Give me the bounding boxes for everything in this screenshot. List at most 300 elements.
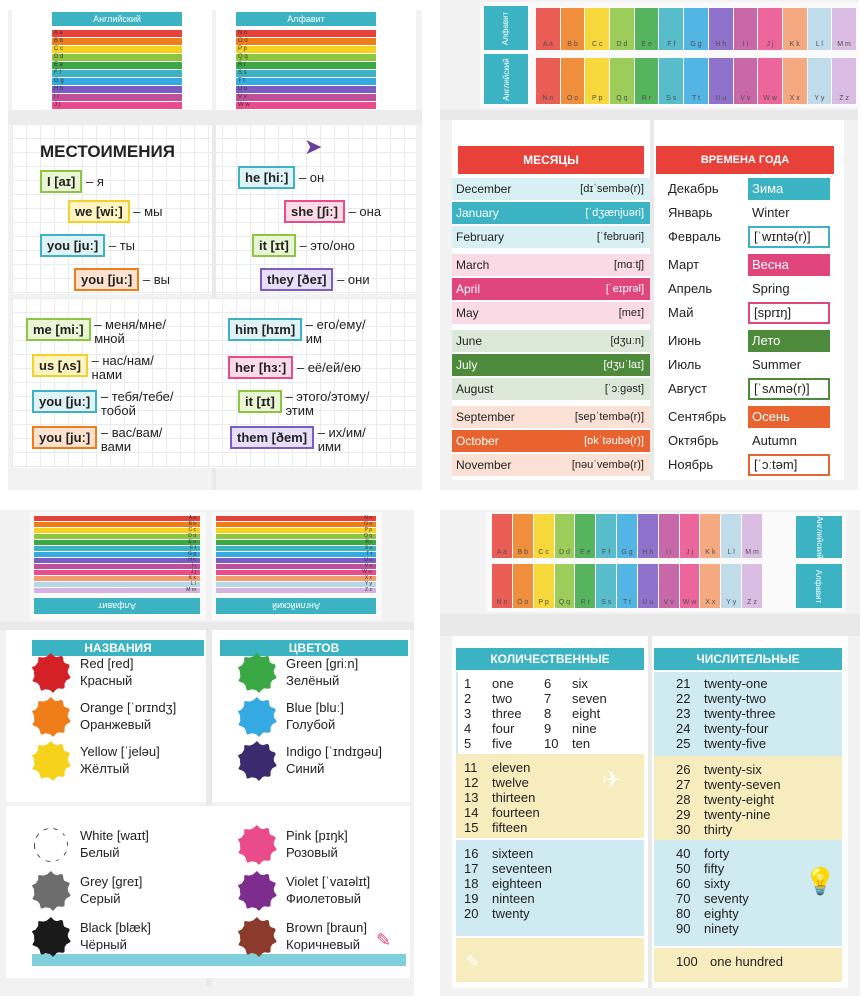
letter: K k bbox=[705, 549, 716, 556]
letter: O o bbox=[566, 95, 579, 102]
numbers-1-5 bbox=[464, 676, 522, 751]
number-row bbox=[676, 906, 749, 921]
letter: I i bbox=[192, 563, 196, 569]
number-word: seven bbox=[572, 691, 607, 706]
color-russian: Красный bbox=[80, 673, 133, 688]
alphabet-strip-column bbox=[734, 8, 758, 50]
alphabet-strip-row bbox=[52, 38, 182, 45]
number-row bbox=[676, 792, 781, 807]
alphabet-strip-column bbox=[617, 564, 637, 608]
pronoun-row: we [wiː] – мы bbox=[68, 200, 162, 223]
color-russian: Фиолетовый bbox=[286, 891, 362, 906]
letter: Y y bbox=[364, 581, 372, 587]
number-word: eight bbox=[572, 706, 601, 721]
month-russian: Сентябрь bbox=[668, 409, 727, 424]
letter: J j bbox=[686, 549, 694, 556]
color-blot bbox=[34, 656, 68, 690]
alphabet-strip-row bbox=[52, 30, 182, 37]
letter: Q q bbox=[616, 95, 628, 102]
alphabet-strip-row bbox=[34, 552, 200, 557]
alphabet-strip-row bbox=[236, 46, 376, 53]
pronoun-row: I [aɪ] – я bbox=[40, 170, 104, 193]
pronoun-row: he [hiː] – он bbox=[238, 166, 324, 189]
alphabet-strip-column bbox=[700, 514, 720, 558]
number-digit: 6 bbox=[544, 676, 552, 691]
month-transcription: [dʒuːn] bbox=[610, 335, 644, 347]
letter: I i bbox=[665, 549, 672, 556]
letter: X x bbox=[705, 599, 716, 606]
seasons-title: ВРЕМЕНА ГОДА bbox=[656, 146, 834, 174]
letter: P p bbox=[592, 95, 603, 102]
number-row bbox=[676, 954, 783, 969]
footer-bar bbox=[32, 954, 406, 966]
number-row bbox=[676, 691, 776, 706]
letter: O o bbox=[517, 599, 529, 606]
number-row bbox=[676, 861, 749, 876]
alphabet-strip-column bbox=[742, 514, 762, 558]
alphabet-bottom-title-left: Алфавит bbox=[34, 598, 200, 614]
number-row bbox=[676, 676, 776, 691]
number-word: twenty-three bbox=[704, 706, 776, 721]
alphabet-strip-column bbox=[808, 8, 832, 50]
alphabet-side-face bbox=[480, 2, 858, 108]
number-row bbox=[464, 721, 522, 736]
number-row bbox=[464, 891, 552, 906]
alphabet-strip-row bbox=[52, 62, 182, 69]
colors-title-left: НАЗВАНИЯ bbox=[32, 640, 204, 656]
number-digit: 90 bbox=[676, 921, 691, 936]
letter: F f bbox=[667, 41, 676, 48]
letter: E e bbox=[641, 41, 652, 48]
color-english: Violet [ˈvaɪəlɪt] bbox=[286, 874, 371, 889]
pronoun-row: him [hɪm] – его/ему/ им bbox=[228, 318, 366, 346]
month-row bbox=[452, 278, 650, 300]
alphabet-strip-column bbox=[832, 8, 856, 50]
number-row bbox=[544, 736, 607, 751]
alphabet-strip bbox=[34, 516, 200, 592]
numerals-title-right: ЧИСЛИТЕЛЬНЫЕ bbox=[654, 648, 842, 670]
pronoun-row: you [juː] – вы bbox=[74, 268, 170, 291]
pronoun-row: them [ðem] – их/им/ ими bbox=[230, 426, 366, 454]
lightbulb-icon: 💡 bbox=[804, 866, 837, 896]
color-russian: Жёлтый bbox=[80, 761, 130, 776]
number-word: three bbox=[492, 706, 522, 721]
number-digit: 60 bbox=[676, 876, 691, 891]
side-label-english: Английский bbox=[484, 54, 528, 104]
alphabet-strip-row bbox=[216, 522, 376, 527]
number-digit: 19 bbox=[464, 891, 479, 906]
number-word: twenty-six bbox=[704, 762, 762, 777]
season-russian: Осень bbox=[748, 406, 830, 428]
alphabet-strip bbox=[536, 8, 856, 50]
letter: L l bbox=[727, 549, 735, 556]
color-english: Pink [pɪŋk] bbox=[286, 828, 348, 843]
alphabet-top-face-right bbox=[212, 512, 382, 620]
letter: A a bbox=[54, 30, 63, 36]
letter: H h bbox=[188, 557, 196, 563]
numbers-40-90 bbox=[676, 846, 749, 936]
month-english: June bbox=[456, 334, 483, 348]
alphabet-strip-row bbox=[52, 94, 182, 101]
alphabet-strip-row bbox=[216, 570, 376, 575]
month-russian: Июль bbox=[668, 357, 702, 372]
letter: A a bbox=[496, 549, 507, 556]
alphabet-strip-row bbox=[216, 534, 376, 539]
number-word: twelve bbox=[492, 775, 529, 790]
color-russian: Белый bbox=[80, 845, 120, 860]
number-digit: 50 bbox=[676, 861, 691, 876]
month-row bbox=[452, 226, 650, 248]
number-word: twenty-five bbox=[704, 736, 767, 751]
number-row bbox=[676, 807, 781, 822]
letter: W w bbox=[362, 569, 372, 575]
number-word: nine bbox=[572, 721, 597, 736]
number-row bbox=[464, 775, 540, 790]
month-russian: Декабрь bbox=[668, 181, 719, 196]
number-row bbox=[544, 706, 607, 721]
number-word: one hundred bbox=[710, 954, 784, 969]
season-russian: Весна bbox=[748, 254, 830, 276]
alphabet-strip-row bbox=[236, 54, 376, 61]
month-english: November bbox=[456, 458, 512, 472]
alphabet-strip bbox=[492, 564, 762, 608]
month-russian: Август bbox=[668, 381, 708, 396]
alphabet-strip-column bbox=[561, 58, 585, 104]
alphabet-strip-column bbox=[758, 8, 782, 50]
side-label-alphabet: Алфавит bbox=[796, 564, 842, 608]
pronoun-row: it [ɪt] – этого/этому/ этим bbox=[238, 390, 370, 418]
letter: R r bbox=[365, 539, 372, 545]
number-word: seventeen bbox=[492, 861, 552, 876]
alphabet-strip-row bbox=[236, 62, 376, 69]
alphabet-strip-column bbox=[684, 8, 708, 50]
letter: O o bbox=[363, 521, 372, 527]
number-row bbox=[676, 777, 781, 792]
letter: Z z bbox=[747, 599, 757, 606]
alphabet-strip-row bbox=[52, 70, 182, 77]
number-row bbox=[464, 820, 540, 835]
letter: N n bbox=[496, 599, 508, 606]
number-word: twenty-nine bbox=[704, 807, 771, 822]
season-russian: Лето bbox=[748, 330, 830, 352]
number-row bbox=[676, 891, 749, 906]
number-word: ninety bbox=[704, 921, 739, 936]
number-digit: 29 bbox=[676, 807, 691, 822]
number-word: twenty-eight bbox=[704, 792, 775, 807]
number-digit: 20 bbox=[464, 906, 479, 921]
season-transcription: [sprɪŋ] bbox=[748, 302, 830, 324]
month-row bbox=[452, 406, 650, 428]
alphabet-strip-row bbox=[216, 528, 376, 533]
letter: R r bbox=[641, 95, 652, 102]
alphabet-side-face bbox=[486, 512, 846, 612]
color-russian: Голубой bbox=[286, 717, 336, 732]
month-russian: Октябрь bbox=[668, 433, 719, 448]
number-word: five bbox=[492, 736, 513, 751]
alphabet-strip-column bbox=[596, 564, 616, 608]
letter: D d bbox=[54, 54, 64, 60]
alphabet-strip-row bbox=[34, 582, 200, 587]
number-word: ten bbox=[572, 736, 591, 751]
paper-plane-icon: ✈ bbox=[602, 767, 623, 794]
letter: U u bbox=[715, 95, 727, 102]
letter: S s bbox=[238, 70, 247, 76]
month-english: October bbox=[456, 434, 499, 448]
alphabet-strip-row bbox=[236, 86, 376, 93]
month-english: September bbox=[456, 410, 515, 424]
color-english: Red [red] bbox=[80, 656, 134, 671]
alphabet-strip-column bbox=[680, 514, 700, 558]
alphabet-strip-column bbox=[536, 58, 560, 104]
letter: A a bbox=[188, 515, 196, 521]
alphabet-strip-column bbox=[808, 58, 832, 104]
letter: W w bbox=[238, 102, 250, 108]
number-row bbox=[464, 906, 552, 921]
letter: U u bbox=[642, 599, 654, 606]
number-row bbox=[676, 736, 776, 751]
number-digit: 4 bbox=[464, 721, 472, 736]
month-transcription: [meɪ] bbox=[618, 307, 644, 319]
season-transcription: [ˈwɪntə(r)] bbox=[748, 226, 830, 248]
month-russian: Январь bbox=[668, 205, 713, 220]
alphabet-strip-column bbox=[596, 514, 616, 558]
month-transcription: [dɪˈsembə(r)] bbox=[580, 183, 644, 195]
letter: L l bbox=[190, 581, 196, 587]
color-blot bbox=[240, 920, 274, 954]
alphabet-strip-row bbox=[216, 582, 376, 587]
month-row bbox=[452, 354, 650, 376]
number-word: thirteen bbox=[492, 790, 536, 805]
season-transcription: [ˈsʌmə(r)] bbox=[748, 378, 830, 400]
color-blot bbox=[240, 874, 274, 908]
letter: I i bbox=[742, 41, 749, 48]
number-word: twenty-seven bbox=[704, 777, 781, 792]
alphabet-strip-row bbox=[34, 558, 200, 563]
pronouns-object-face bbox=[12, 298, 416, 468]
number-digit: 3 bbox=[464, 706, 472, 721]
color-english: Black [blæk] bbox=[80, 920, 151, 935]
alphabet-strip-row bbox=[236, 94, 376, 101]
color-english: Indigo [ˈɪndɪgəu] bbox=[286, 744, 382, 759]
color-blot bbox=[34, 874, 68, 908]
number-digit: 22 bbox=[676, 691, 691, 706]
number-digit: 25 bbox=[676, 736, 691, 751]
numerals-title-left: КОЛИЧЕСТВЕННЫЕ bbox=[456, 648, 644, 670]
cube-numerals bbox=[440, 510, 860, 996]
number-word: fifteen bbox=[492, 820, 528, 835]
alphabet-strip-column bbox=[659, 564, 679, 608]
letter: M m bbox=[837, 41, 851, 48]
alphabet-strip-column bbox=[758, 58, 782, 104]
alphabet-top-face-left bbox=[30, 512, 206, 620]
number-word: thirty bbox=[704, 822, 733, 837]
letter: R r bbox=[238, 62, 246, 68]
number-word: eighteen bbox=[492, 876, 542, 891]
month-transcription: [mɑːtʃ] bbox=[614, 259, 644, 271]
number-digit: 16 bbox=[464, 846, 479, 861]
letter: O o bbox=[238, 38, 248, 44]
season-english: Spring bbox=[748, 278, 830, 300]
letter: P p bbox=[238, 46, 247, 52]
month-row bbox=[452, 330, 650, 352]
cube-pronouns bbox=[8, 10, 422, 490]
color-english: Yellow [ˈjeləu] bbox=[80, 744, 160, 759]
number-digit: 30 bbox=[676, 822, 691, 837]
letter: G g bbox=[690, 41, 702, 48]
month-english: April bbox=[456, 282, 481, 296]
color-russian: Чёрный bbox=[80, 937, 127, 952]
number-digit: 21 bbox=[676, 676, 691, 691]
number-row bbox=[676, 921, 749, 936]
number-digit: 80 bbox=[676, 906, 691, 921]
seasons-face bbox=[654, 120, 844, 480]
number-row bbox=[676, 822, 781, 837]
letter: Y y bbox=[814, 95, 825, 102]
pencil-icon: ✎ bbox=[376, 930, 392, 950]
letter: E e bbox=[188, 539, 196, 545]
month-transcription: [ˈdʒænjuəri] bbox=[585, 207, 644, 219]
month-english: February bbox=[456, 230, 505, 244]
number-word: twenty bbox=[492, 906, 530, 921]
cube-months-seasons bbox=[440, 0, 858, 490]
number-digit: 27 bbox=[676, 777, 691, 792]
number-word: one bbox=[492, 676, 514, 691]
month-transcription: [dʒuˈlaɪ] bbox=[603, 359, 644, 371]
alphabet-strip-column bbox=[734, 58, 758, 104]
letter: N n bbox=[238, 30, 248, 36]
paper-plane-icon: ➤ bbox=[304, 134, 323, 159]
letter: Q q bbox=[238, 54, 248, 60]
color-english: Green [griːn] bbox=[286, 656, 359, 671]
letter: N n bbox=[542, 95, 554, 102]
letter: V v bbox=[238, 94, 247, 100]
alphabet-strip-row bbox=[34, 528, 200, 533]
letter: T t bbox=[366, 551, 372, 557]
alphabet-strip-column bbox=[721, 564, 741, 608]
alphabet-strip-column bbox=[709, 58, 733, 104]
letter: B b bbox=[517, 549, 529, 556]
letter: G g bbox=[621, 549, 633, 556]
alphabet-strip-row bbox=[34, 588, 200, 593]
month-russian: Апрель bbox=[668, 281, 713, 296]
letter: J j bbox=[54, 102, 60, 108]
number-word: forty bbox=[704, 846, 730, 861]
number-digit: 9 bbox=[544, 721, 552, 736]
pronoun-row: me [miː] – меня/мне/ мной bbox=[26, 318, 166, 346]
letter: I i bbox=[54, 94, 59, 100]
number-word: fifty bbox=[704, 861, 725, 876]
number-digit: 24 bbox=[676, 721, 691, 736]
alphabet-top-title-left: Английский bbox=[52, 12, 182, 26]
letter: H h bbox=[715, 41, 727, 48]
season-english: Autumn bbox=[748, 430, 830, 452]
letter: W w bbox=[763, 95, 777, 102]
number-word: seventy bbox=[704, 891, 749, 906]
number-row bbox=[676, 721, 776, 736]
colors-title-right: ЦВЕТОВ bbox=[220, 640, 408, 656]
number-word: sixty bbox=[704, 876, 730, 891]
alphabet-strip-row bbox=[34, 546, 200, 551]
alphabet-strip bbox=[492, 514, 762, 558]
color-blot bbox=[34, 828, 68, 862]
alphabet-strip-column bbox=[700, 564, 720, 608]
letter: U u bbox=[364, 557, 372, 563]
alphabet-top-title-right: Алфавит bbox=[236, 12, 376, 26]
color-blot bbox=[240, 700, 274, 734]
month-row bbox=[452, 178, 650, 200]
number-word: eighty bbox=[704, 906, 739, 921]
alphabet-strip-column bbox=[561, 8, 585, 50]
alphabet-strip-row bbox=[52, 86, 182, 93]
alphabet-strip-row bbox=[34, 540, 200, 545]
letter: Z z bbox=[839, 95, 849, 102]
letter: S s bbox=[666, 95, 677, 102]
number-digit: 15 bbox=[464, 820, 479, 835]
color-russian: Оранжевый bbox=[80, 717, 152, 732]
letter: J j bbox=[191, 569, 196, 575]
color-russian: Серый bbox=[80, 891, 121, 906]
alphabet-strip-column bbox=[659, 58, 683, 104]
alphabet-strip-row bbox=[52, 46, 182, 53]
alphabet-strip-column bbox=[513, 514, 533, 558]
color-blot bbox=[34, 700, 68, 734]
alphabet-strip-row bbox=[216, 576, 376, 581]
pronoun-row: you [juː] – тебя/тебе/ тобой bbox=[32, 390, 173, 418]
number-word: fourteen bbox=[492, 805, 540, 820]
numbers-16-20 bbox=[464, 846, 552, 921]
alphabet-strip-column bbox=[575, 564, 595, 608]
month-english: July bbox=[456, 358, 478, 372]
number-row bbox=[464, 691, 522, 706]
alphabet-strip-row bbox=[52, 78, 182, 85]
letter: R r bbox=[580, 599, 590, 606]
color-english: White [waɪt] bbox=[80, 828, 149, 843]
letter: F f bbox=[54, 70, 61, 76]
month-english: May bbox=[456, 306, 479, 320]
month-transcription: [ˈfebruəri] bbox=[596, 231, 644, 243]
letter: S s bbox=[364, 545, 372, 551]
pronouns-title: МЕСТОИМЕНИЯ bbox=[40, 142, 175, 161]
number-digit: 14 bbox=[464, 805, 479, 820]
number-word: sixteen bbox=[492, 846, 534, 861]
color-blot bbox=[34, 920, 68, 954]
color-blot bbox=[240, 744, 274, 778]
side-label-english: Английский bbox=[796, 516, 842, 558]
letter: Q q bbox=[558, 599, 571, 606]
pronoun-row: it [ɪt] – это/оно bbox=[252, 234, 355, 257]
alphabet-strip-column bbox=[536, 8, 560, 50]
numbers-26-30 bbox=[676, 762, 781, 837]
color-english: Orange [ˈɒrɪndʒ] bbox=[80, 700, 177, 715]
letter: H h bbox=[642, 549, 654, 556]
season-english: Summer bbox=[748, 354, 830, 376]
alphabet-strip-column bbox=[534, 514, 554, 558]
letter: B b bbox=[567, 41, 578, 48]
number-row bbox=[464, 676, 522, 691]
month-russian: Июнь bbox=[668, 333, 702, 348]
month-english: December bbox=[456, 182, 512, 196]
color-russian: Розовый bbox=[286, 845, 338, 860]
month-english: March bbox=[456, 258, 490, 272]
letter: H h bbox=[54, 86, 64, 92]
month-transcription: [ˈɔːgəst] bbox=[604, 383, 644, 395]
numbers-6-10 bbox=[544, 676, 607, 751]
alphabet-strip-column bbox=[783, 8, 807, 50]
letter: D d bbox=[616, 41, 628, 48]
alphabet-strip-column bbox=[635, 8, 659, 50]
number-digit: 23 bbox=[676, 706, 691, 721]
letter: T t bbox=[622, 599, 631, 606]
